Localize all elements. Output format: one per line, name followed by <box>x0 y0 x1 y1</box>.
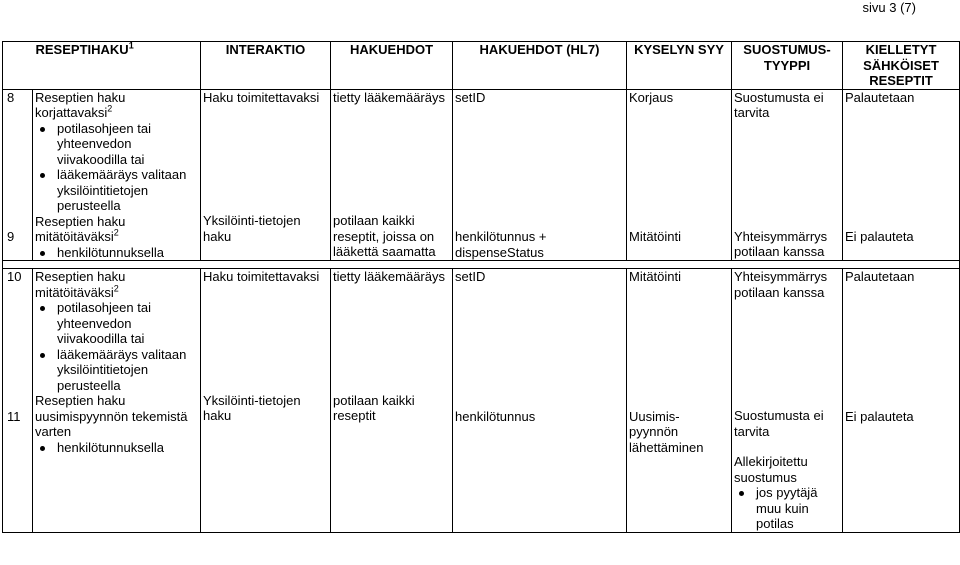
reseptihaku-cell: Reseptien haku korjattavaksi$^2$ potilasohjeen tai yhteenvedon viivakoodilla tai lääkemääräys valitaan yksilöintitietojen perusteella Reseptien haku mitätöitäväksi$^2$ henkilötunnuksella <box>33 89 201 261</box>
syy-cell: Korjaus Mitätöinti <box>627 89 732 261</box>
interaktio-cell: Haku toimitettavaksi Yksilöinti-tietojen haku <box>201 89 331 261</box>
suostumus-cell: Suostumusta ei tarvita Yhteisymmärrys potilaan kanssa <box>732 89 843 261</box>
list-item: henkilötunnuksella <box>35 440 198 456</box>
list-item: potilasohjeen tai yhteenvedon viivakoodilla tai <box>35 300 198 347</box>
row-number: 10 11 <box>3 269 33 533</box>
kielletyt-cell: Palautetaan Ei palauteta <box>843 269 960 533</box>
header-hakuehdot: HAKUEHDOT <box>331 42 453 90</box>
reseptihaku-table <box>2 41 960 533</box>
hl7-cell: setID henkilötunnus <box>453 269 627 533</box>
page-number: sivu 3 (7) <box>862 0 916 15</box>
header-num <box>3 42 33 90</box>
table-row <box>3 269 960 533</box>
syy-cell: Mitätöinti Uusimis-pyynnön lähettäminen <box>627 269 732 533</box>
list-item: jos pyytäjä muu kuin potilas <box>734 485 840 532</box>
header-row <box>3 42 960 90</box>
header-hakuehdot-hl7: HAKUEHDOT (HL7) <box>453 42 627 90</box>
list-item: lääkemääräys valitaan yksilöintitietojen perusteella <box>35 167 198 214</box>
reseptihaku-cell: Reseptien haku mitätöitäväksi$^2$ potilasohjeen tai yhteenvedon viivakoodilla tai lääkemääräys valitaan yksilöintitietojen perusteella Reseptien haku uusimispyynnön tekemistä varten henkilötunnuksella <box>33 269 201 533</box>
list-item: lääkemääräys valitaan yksilöintitietojen perusteella <box>35 347 198 394</box>
hakuehdot-cell: tietty lääkemääräys potilaan kaikki reseptit, joissa on lääkettä saamatta <box>331 89 453 261</box>
hakuehdot-cell: tietty lääkemääräys potilaan kaikki reseptit <box>331 269 453 533</box>
suostumus-cell: Yhteisymmärrys potilaan kanssa Suostumusta ei tarvita Allekirjoitettu suostumus jos pyytäjä muu kuin potilas <box>732 269 843 533</box>
header-interaktio: INTERAKTIO <box>201 42 331 90</box>
header-reseptihaku: RESEPTIHAKU$^1$ <box>33 42 201 90</box>
row-number: 8 9 <box>3 89 33 261</box>
list-item: potilasohjeen tai yhteenvedon viivakoodilla tai <box>35 121 198 168</box>
kielletyt-cell: Palautetaan Ei palauteta <box>843 89 960 261</box>
hl7-cell: setID henkilötunnus + dispenseStatus <box>453 89 627 261</box>
header-suostumustyyppi: SUOSTUMUS-TYYPPI <box>732 42 843 90</box>
list-item: henkilötunnuksella <box>35 245 198 261</box>
row-separator <box>3 261 960 269</box>
interaktio-cell: Haku toimitettavaksi Yksilöinti-tietojen haku <box>201 269 331 533</box>
table-row <box>3 89 960 261</box>
header-kielletyt: KIELLETYT SÄHKÖISET RESEPTIT <box>843 42 960 90</box>
header-kyselyn-syy: KYSELYN SYY <box>627 42 732 90</box>
